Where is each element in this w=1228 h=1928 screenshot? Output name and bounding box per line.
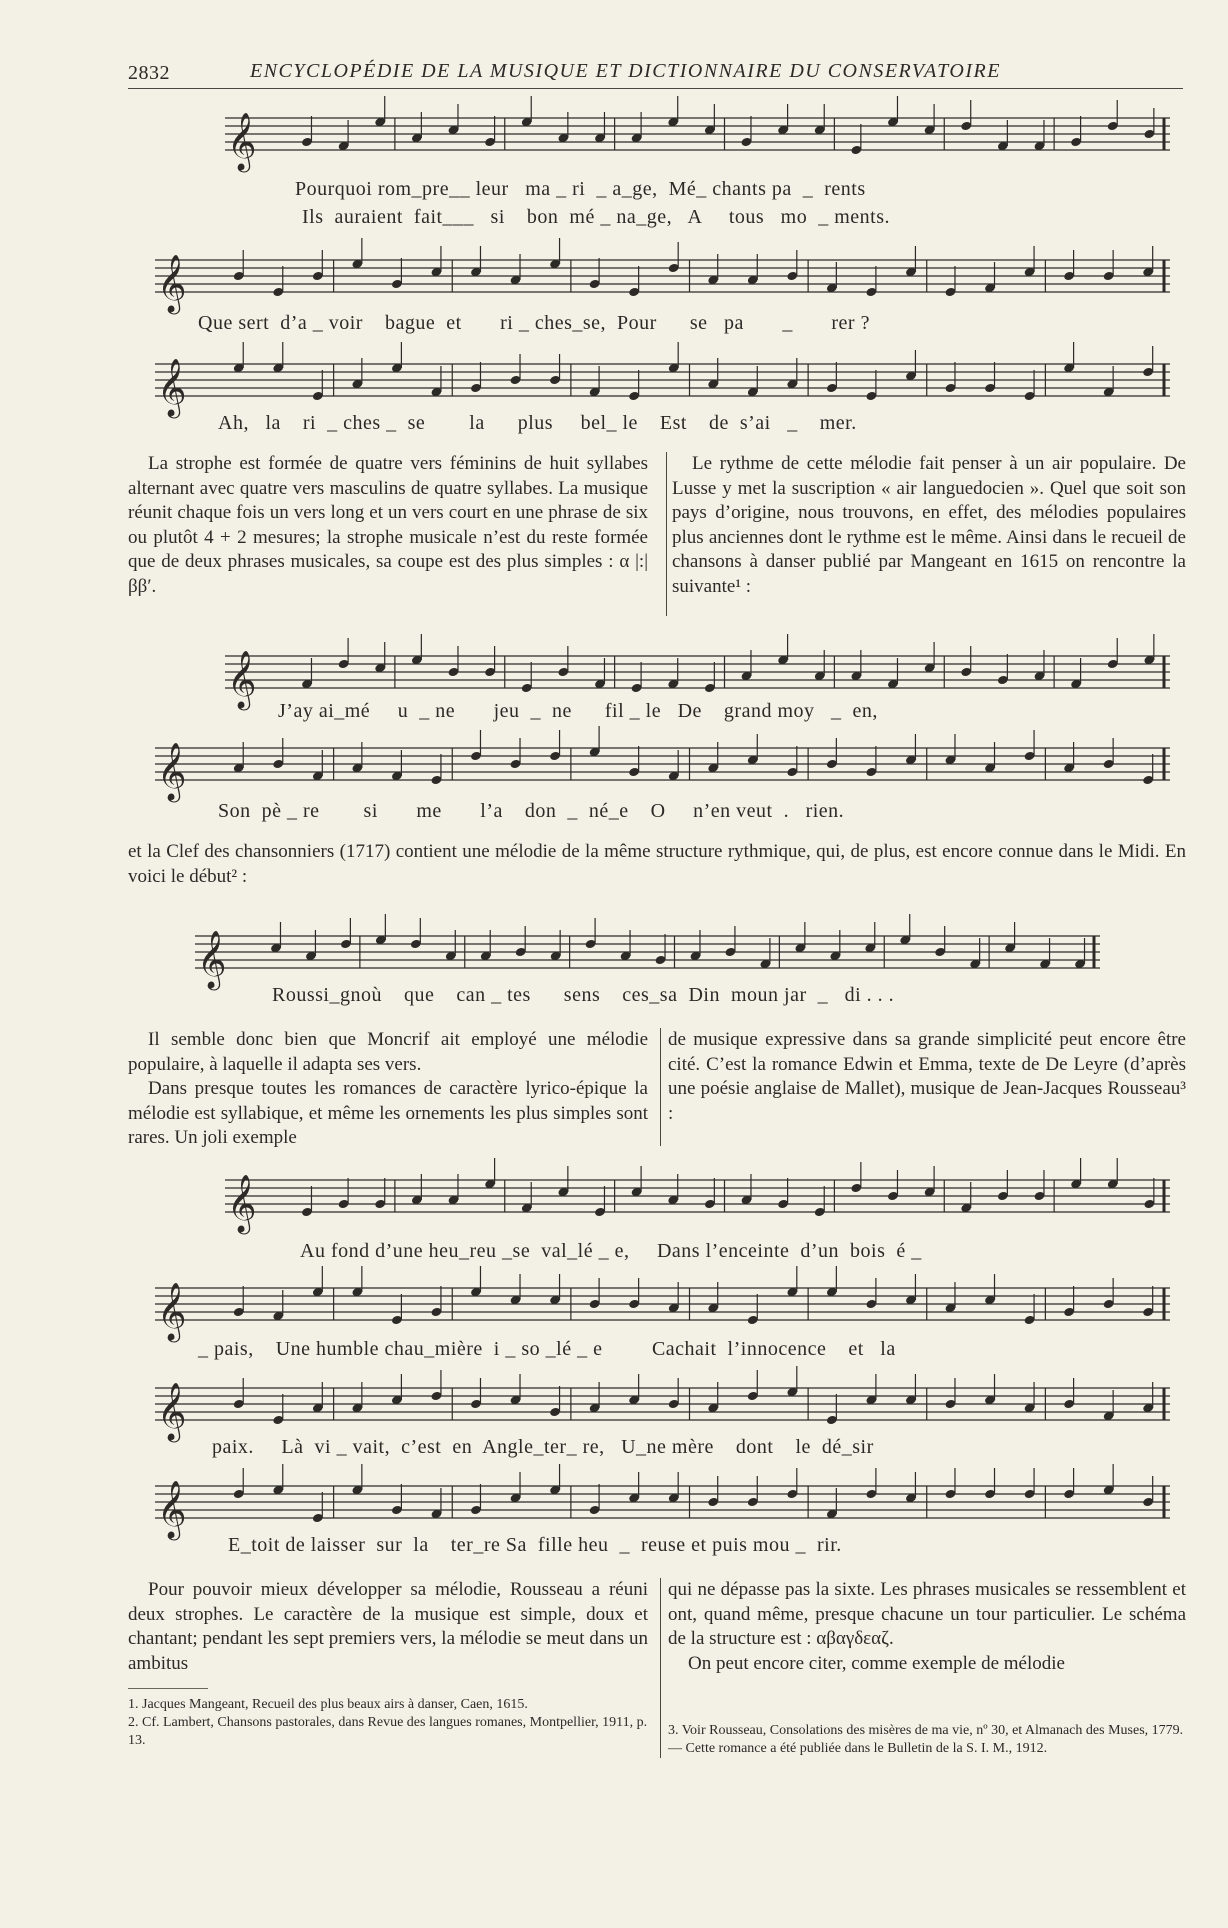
lyrics-line: Roussi_gnoù que can _ tes sens ces_sa Din moun jar _ di . . . bbox=[272, 984, 895, 1006]
music-staff bbox=[225, 110, 1170, 170]
treble-clef-icon: 𝄞 bbox=[227, 112, 257, 170]
music-staff bbox=[155, 252, 1170, 312]
lyrics-line: paix. Là vi _ vait, c’est en Angle_ter_ re, U_ne mère dont le dé_sir bbox=[212, 1436, 874, 1458]
text-column-right bbox=[668, 1578, 1186, 1676]
treble-clef-icon: 𝄞 bbox=[157, 1480, 187, 1538]
paragraph: On peut encore citer, comme exemple de mélodie bbox=[688, 1652, 1065, 1674]
music-staff bbox=[155, 1478, 1170, 1538]
music-staff bbox=[155, 356, 1170, 416]
column-rule bbox=[660, 1578, 661, 1758]
footnotes-right bbox=[668, 1722, 1186, 1758]
paragraph: de musique expressive dans sa grande simplicité peut encore être cité. C’est la romance Edwin et Emma, texte de De Leyre (d’après une poésie anglaise de Mallet), musique de Jean-Jacques Rousseau³ : bbox=[668, 1029, 1186, 1124]
column-rule bbox=[666, 452, 667, 616]
text-column-left bbox=[128, 452, 648, 599]
paragraph: Pour pouvoir mieux développer sa mélodie, Rousseau a réuni deux strophes. Le caractère de la musique est simple, doux et chantant; pendant les sept premiers vers, la mélodie se meut dans un ambitus bbox=[128, 1579, 648, 1674]
lyrics-line: _ pais, Une humble chau_mière i _ so _lé _ e Cachait l’innocence et la bbox=[198, 1338, 896, 1360]
footnote: 3. Voir Rousseau, Consolations des misères de ma vie, nº 30, et Almanach des Muses, 1779. — Cette romance a été publiée dans le Bulletin de la S. I. M., 1912. bbox=[668, 1723, 1184, 1756]
treble-clef-icon: 𝄞 bbox=[157, 742, 187, 800]
music-staff bbox=[225, 648, 1170, 708]
music-staff bbox=[155, 1380, 1170, 1440]
lyrics-line: Que sert d’a _ voir bague et ri _ ches_se, Pour se pa _ rer ? bbox=[198, 312, 870, 334]
footnote-rule bbox=[128, 1688, 208, 1689]
lyrics-line: Ah, la ri _ ches _ se la plus bel_ le Est de s’ai _ mer. bbox=[218, 412, 857, 434]
paragraph: et la Clef des chansonniers (1717) contient une mélodie de la même structure rythmique, qui, de plus, est encore connue dans le Midi. En voici le début² : bbox=[128, 841, 1186, 887]
music-staff bbox=[195, 928, 1100, 988]
lyrics-line: Au fond d’une heu_reu _se val_lé _ e, Dans l’enceinte d’un bois é _ bbox=[300, 1240, 922, 1262]
text-column-right bbox=[668, 1028, 1186, 1126]
column-rule bbox=[660, 1028, 661, 1146]
lyrics-line: E_toit de laisser sur la ter_re Sa fille heu _ reuse et puis mou _ rir. bbox=[228, 1534, 842, 1556]
treble-clef-icon: 𝄞 bbox=[157, 1282, 187, 1340]
treble-clef-icon: 𝄞 bbox=[227, 650, 257, 708]
music-staff bbox=[155, 740, 1170, 800]
paragraph: qui ne dépasse pas la sixte. Les phrases musicales se ressemblent et ont, quand même, presque chacune un tour particulier. Le schéma de la structure est : αβαγδεαζ. bbox=[668, 1579, 1186, 1649]
treble-clef-icon: 𝄞 bbox=[157, 358, 187, 416]
lyrics-line: Son pè _ re si me l’a don _ né_e O n’en veut . rien. bbox=[218, 800, 845, 822]
paragraph: Dans presque toutes les romances de caractère lyrico-épique la mélodie est syllabique, et même les ornements les plus simples sont rares. Un joli exemple bbox=[128, 1078, 648, 1148]
lyrics-line: J’ay ai_mé u _ ne jeu _ ne fil _ le De grand moy _ en, bbox=[278, 700, 878, 722]
page-number: 2832 bbox=[128, 62, 170, 84]
lyrics-line: Pourquoi rom_pre__ leur ma _ ri _ a_ge, Mé_ chants pa _ rents bbox=[295, 178, 866, 200]
header-rule bbox=[128, 88, 1183, 89]
text-column-left bbox=[128, 1578, 648, 1676]
treble-clef-icon: 𝄞 bbox=[157, 1382, 187, 1440]
music-staff bbox=[155, 1280, 1170, 1340]
treble-clef-icon: 𝄞 bbox=[157, 254, 187, 312]
paragraph: Il semble donc bien que Moncrif ait employé une mélodie populaire, à laquelle il adapta ses vers. bbox=[128, 1029, 648, 1075]
music-staff bbox=[225, 1172, 1170, 1232]
treble-clef-icon: 𝄞 bbox=[197, 930, 227, 988]
text-column-right bbox=[672, 452, 1186, 599]
text-column-left bbox=[128, 1028, 648, 1151]
paragraph: La strophe est formée de quatre vers féminins de huit syllabes alternant avec quatre vers masculins de quatre syllabes. La musique réunit chaque fois un vers long et un vers court en une phrase de six ou plutôt 4 + 2 mesures; la strophe musicale n’est du reste formée que de deux phrases musicales, sa coupe est des plus simples : α |:|ββ′. bbox=[128, 453, 648, 597]
running-title: ENCYCLOPÉDIE DE LA MUSIQUE ET DICTIONNAIRE DU CONSERVATOIRE bbox=[250, 60, 1001, 82]
paragraph: Le rythme de cette mélodie fait penser à un air populaire. De Lusse y met la suscription « air languedocien ». Quel que soit son pays d’origine, nous trouvons, en effet, des mélodies populaires plus anciennes dont le rythme est le même. Ainsi dans le recueil de chansons à danser publié par Mangeant en 1615 on rencontre la suivante¹ : bbox=[672, 453, 1186, 597]
lyrics-line: Ils auraient fait___ si bon mé _ na_ge, A tous mo _ ments. bbox=[302, 206, 890, 228]
full-width-paragraph bbox=[128, 840, 1186, 889]
treble-clef-icon: 𝄞 bbox=[227, 1174, 257, 1232]
footnote: 2. Cf. Lambert, Chansons pastorales, dans Revue des langues romanes, Montpellier, 1911, p. 13. bbox=[128, 1715, 648, 1748]
footnotes-left bbox=[128, 1696, 648, 1750]
footnote: 1. Jacques Mangeant, Recueil des plus beaux airs à danser, Caen, 1615. bbox=[128, 1697, 528, 1712]
